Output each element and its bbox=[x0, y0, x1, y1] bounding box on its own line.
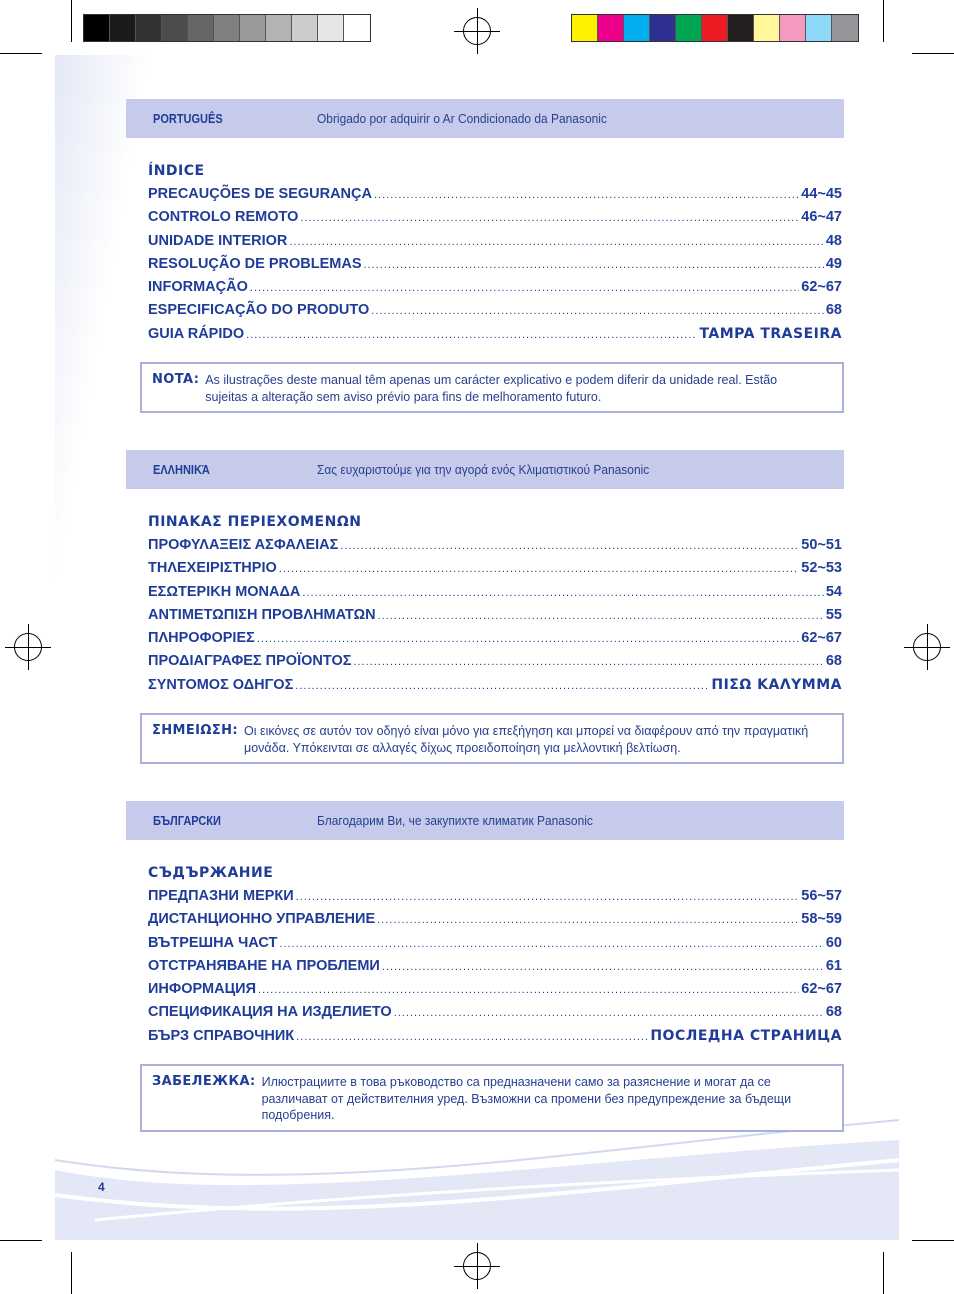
toc-entry[interactable] bbox=[148, 955, 842, 978]
color-swatch bbox=[598, 15, 624, 41]
toc-entry-label: ДИСТАНЦИОННО УПРАВЛЕНИЕ bbox=[148, 911, 376, 928]
toc-entry[interactable] bbox=[148, 206, 842, 229]
note-label: NOTA: bbox=[152, 372, 200, 387]
toc-entry-page: ПОСЛЕДНА СТРАНИЦА bbox=[650, 1027, 842, 1044]
toc-entry-label: CONTROLO REMOTO bbox=[148, 209, 299, 226]
color-swatch bbox=[650, 15, 676, 41]
thanks-text: Благодарим Ви, че закупихте климатик Panasonic bbox=[317, 813, 593, 828]
toc-entry[interactable] bbox=[148, 1025, 842, 1048]
toc-entry[interactable] bbox=[148, 230, 842, 253]
color-swatch bbox=[806, 15, 832, 41]
toc-entry-label: СПЕЦИФИКАЦИЯ НА ИЗДЕЛИЕТО bbox=[148, 1004, 392, 1021]
toc-entry-page: 68 bbox=[825, 302, 842, 319]
toc-entry[interactable] bbox=[148, 932, 842, 955]
crop-mark bbox=[912, 1240, 954, 1241]
color-swatch bbox=[754, 15, 780, 41]
toc-entry[interactable] bbox=[148, 627, 842, 650]
toc-entry-page: 52~53 bbox=[801, 560, 842, 577]
toc-entry[interactable] bbox=[148, 581, 842, 604]
gray-swatch bbox=[110, 15, 136, 41]
crop-mark bbox=[71, 1252, 72, 1294]
crop-mark bbox=[0, 53, 42, 54]
toc-portuguese bbox=[148, 160, 842, 346]
toc-entry[interactable] bbox=[148, 1001, 842, 1024]
toc-entry-page: 44~45 bbox=[801, 186, 842, 202]
color-calibration-bar bbox=[571, 14, 859, 42]
toc-entry[interactable] bbox=[148, 978, 842, 1001]
toc-entry[interactable] bbox=[148, 650, 842, 673]
toc-entry-label: PRECAUÇÕES DE SEGURANÇA bbox=[148, 186, 372, 202]
toc-entry-label: ОТСТРАНЯВАНЕ НА ПРОБЛЕМИ bbox=[148, 957, 380, 974]
toc-entry-page: 49 bbox=[825, 255, 842, 272]
crop-mark bbox=[883, 0, 884, 42]
note-text: Οι εικόνες σε αυτόν τον οδηγό είναι μόνο για επεξήγηση και μπορεί να διαφέρουν από την πραγματική μονάδα. Υπόκεινται σε αλλαγές δίχως προειδοποίηση για μελλοντική βελτίωση. bbox=[244, 724, 809, 755]
gray-swatch bbox=[188, 15, 214, 41]
crop-mark bbox=[0, 1240, 42, 1241]
toc-entry-label: ESPECIFICAÇÃO DO PRODUTO bbox=[148, 302, 370, 319]
gray-swatch bbox=[318, 15, 344, 41]
toc-entry[interactable] bbox=[148, 908, 842, 931]
toc-bulgarian bbox=[148, 862, 842, 1048]
note-label: ЗАБЕЛЕЖКА: bbox=[152, 1074, 256, 1089]
toc-entry-page: 50~51 bbox=[801, 537, 842, 553]
grayscale-calibration-bar bbox=[83, 14, 371, 42]
registration-mark-icon bbox=[14, 633, 42, 661]
language-name: БЪЛГАРСКИ bbox=[153, 813, 221, 828]
language-name: ΕΛΛΗΝΙΚΆ bbox=[153, 462, 210, 477]
toc-entry-label: ВЪТРЕШНА ЧАСТ bbox=[148, 934, 278, 951]
color-swatch bbox=[702, 15, 728, 41]
toc-entry-page: 46~47 bbox=[801, 209, 842, 226]
toc-entry-label: INFORMAÇÃO bbox=[148, 279, 248, 296]
toc-entry-page: 68 bbox=[825, 1004, 842, 1021]
crop-mark bbox=[71, 0, 72, 42]
toc-entry[interactable] bbox=[148, 253, 842, 276]
gray-swatch bbox=[292, 15, 318, 41]
gray-swatch bbox=[344, 15, 370, 41]
note-text: As ilustrações deste manual têm apenas um carácter explicativo e podem diferir da unidade real. Estão sujeitas a alteração sem aviso prévio para fins de melhoramento futuro. bbox=[205, 373, 778, 404]
toc-entry-page: 61 bbox=[825, 957, 842, 974]
toc-entry-label: БЪРЗ СПРАВОЧНИК bbox=[148, 1027, 295, 1044]
registration-mark-icon bbox=[913, 633, 941, 661]
toc-entry-label: ΠΡΟΦΥΛΑΞΕΙΣ ΑΣΦΑΛΕΙΑΣ bbox=[148, 537, 339, 553]
language-header-bulgarian bbox=[126, 801, 844, 840]
language-header-portuguese bbox=[126, 99, 844, 138]
gray-swatch bbox=[240, 15, 266, 41]
toc-entry-page: 58~59 bbox=[801, 911, 842, 928]
toc-entry[interactable] bbox=[148, 534, 842, 557]
toc-entry[interactable] bbox=[148, 183, 842, 206]
gray-swatch bbox=[84, 15, 110, 41]
page-number: 4 bbox=[98, 1180, 105, 1194]
toc-greek bbox=[148, 511, 842, 697]
color-swatch bbox=[780, 15, 806, 41]
crop-mark bbox=[883, 1252, 884, 1294]
registration-mark-icon bbox=[463, 1252, 491, 1280]
toc-entry[interactable] bbox=[148, 674, 842, 697]
toc-entry[interactable] bbox=[148, 604, 842, 627]
color-swatch bbox=[572, 15, 598, 41]
toc-entry-label: RESOLUÇÃO DE PROBLEMAS bbox=[148, 255, 362, 272]
color-swatch bbox=[728, 15, 754, 41]
gray-swatch bbox=[162, 15, 188, 41]
toc-title: ÍNDICE bbox=[148, 163, 205, 179]
toc-entry-label: ΕΣΩΤΕΡΙΚΗ ΜΟΝΑΔΑ bbox=[148, 583, 301, 600]
toc-entry[interactable] bbox=[148, 323, 842, 346]
color-swatch bbox=[624, 15, 650, 41]
toc-entry[interactable] bbox=[148, 885, 842, 908]
toc-entry-page: 62~67 bbox=[801, 279, 842, 296]
color-swatch bbox=[676, 15, 702, 41]
toc-entry[interactable] bbox=[148, 276, 842, 299]
toc-entry-label: UNIDADE INTERIOR bbox=[148, 232, 288, 249]
toc-entry-page: 68 bbox=[825, 653, 842, 670]
toc-title: ΠΙΝΑΚΑΣ ΠΕΡΙΕΧΟΜΕΝΩΝ bbox=[148, 514, 362, 530]
note-box-greek bbox=[140, 713, 844, 764]
toc-entry-label: GUIA RÁPIDO bbox=[148, 325, 245, 342]
language-name: PORTUGUÊS bbox=[153, 111, 223, 126]
toc-title: СЪДЪРЖАНИЕ bbox=[148, 865, 274, 881]
toc-entry-label: ПРЕДПАЗНИ МЕРКИ bbox=[148, 888, 294, 904]
toc-entry[interactable] bbox=[148, 557, 842, 580]
note-label: ΣΗΜΕΙΩΣΗ: bbox=[152, 723, 239, 738]
toc-entry-page: 62~67 bbox=[801, 981, 842, 998]
toc-entry-label: ΣΥΝΤΟΜΟΣ ΟΔΗΓΟΣ bbox=[148, 676, 294, 693]
toc-entry-page: 56~57 bbox=[801, 888, 842, 904]
toc-entry-label: ΠΡΟΔΙΑΓΡΑΦΕΣ ΠΡΟΪΟΝΤΟΣ bbox=[148, 653, 352, 670]
crop-mark bbox=[912, 53, 954, 54]
language-header-greek bbox=[126, 450, 844, 489]
toc-entry-label: ΠΛΗΡΟΦΟΡΙΕΣ bbox=[148, 630, 255, 647]
toc-entry[interactable] bbox=[148, 299, 842, 322]
note-text: Илюстрациите в това ръководство са предназначени само за разяснение и могат да се различават от действителния уред. Възможни са промени без предупреждение за бъдещи подобрения. bbox=[261, 1075, 792, 1122]
toc-entry-page: 62~67 bbox=[801, 630, 842, 647]
note-box-bulgarian bbox=[140, 1064, 844, 1132]
registration-mark-icon bbox=[463, 17, 491, 45]
note-box-portuguese bbox=[140, 362, 844, 413]
color-swatch bbox=[832, 15, 858, 41]
gray-swatch bbox=[266, 15, 292, 41]
gray-swatch bbox=[136, 15, 162, 41]
toc-entry-label: ΤΗΛΕΧΕΙΡΙΣΤΗΡΙΟ bbox=[148, 560, 277, 577]
toc-entry-page: ΠΙΣΩ ΚΑΛΥΜΜΑ bbox=[711, 676, 842, 693]
gray-swatch bbox=[214, 15, 240, 41]
toc-entry-page: 60 bbox=[825, 934, 842, 951]
toc-entry-page: 55 bbox=[825, 606, 842, 623]
toc-entry-page: 48 bbox=[825, 232, 842, 249]
thanks-text: Obrigado por adquirir o Ar Condicionado da Panasonic bbox=[317, 111, 607, 126]
toc-entry-page: 54 bbox=[825, 583, 842, 600]
toc-entry-page: TAMPA TRASEIRA bbox=[699, 325, 842, 342]
toc-entry-label: ИНФОРМАЦИЯ bbox=[148, 981, 257, 998]
toc-entry-label: ΑΝΤΙΜΕΤΩΠΙΣΗ ΠΡΟΒΛΗΜΑΤΩΝ bbox=[148, 606, 376, 623]
thanks-text: Σας ευχαριστούμε για την αγορά ενός Κλιματιστικού Panasonic bbox=[317, 462, 650, 477]
